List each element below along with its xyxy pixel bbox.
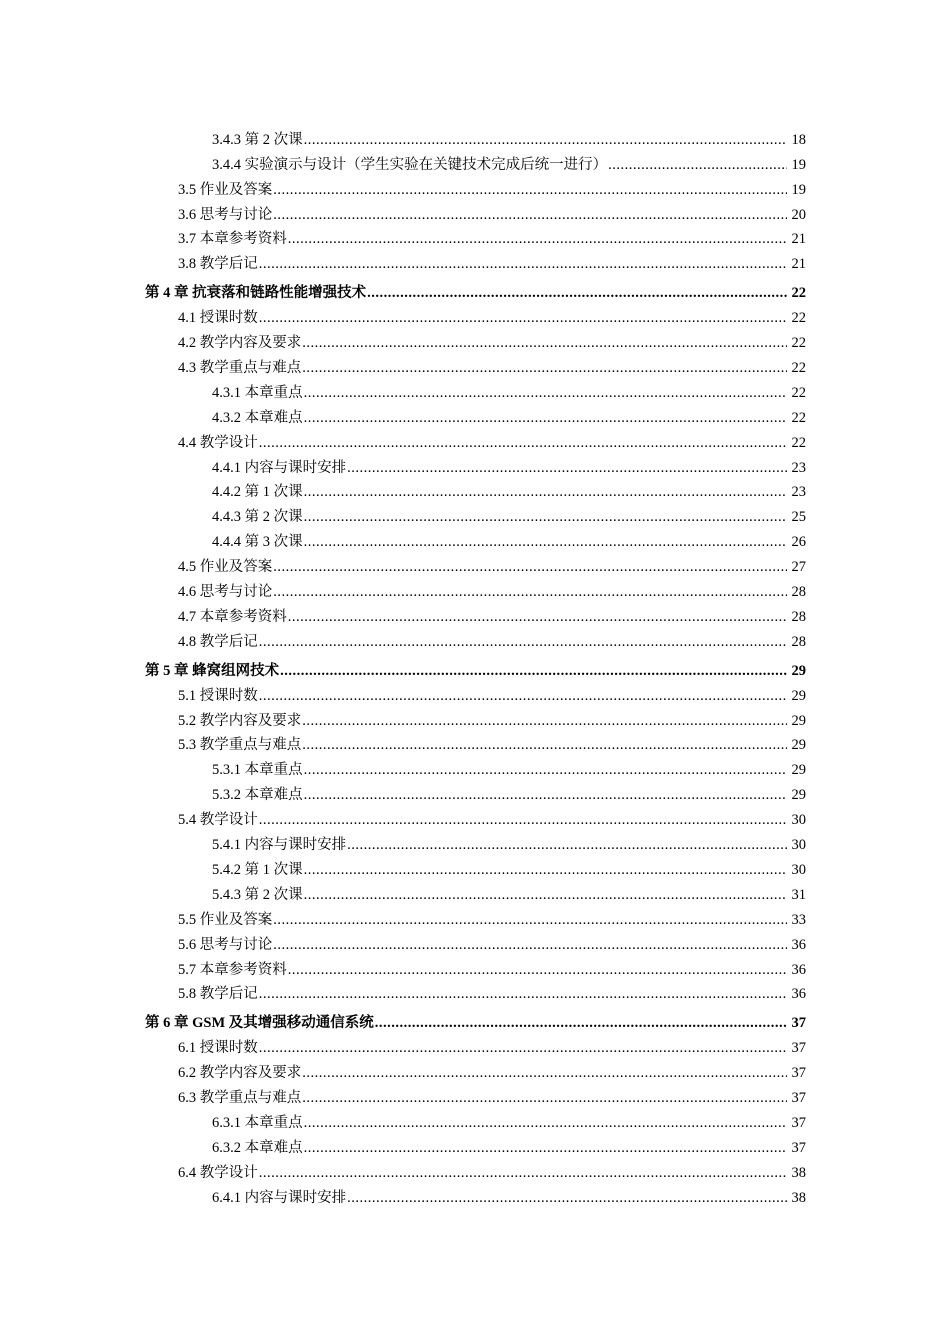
toc-dot-leader [302,712,787,730]
toc-dot-leader [347,459,787,477]
toc-dot-leader [273,911,787,929]
toc-page-number: 20 [791,206,806,223]
toc-entry-label: 3.4.3 第 2 次课 [212,131,303,148]
toc-entry-label: 3.6 思考与讨论 [178,206,273,223]
toc-page-number: 29 [791,687,806,704]
toc-page-number: 29 [791,762,806,779]
toc-dot-leader [259,811,787,829]
toc-page-number: 29 [791,712,806,729]
toc-page-number: 38 [791,1164,806,1181]
toc-page-number: 28 [791,584,806,601]
toc-entry[interactable] [0,879,950,904]
toc-page-number: 30 [791,861,806,878]
toc-entry-label: 6.3.1 本章重点 [212,1114,303,1131]
toc-page-number: 38 [791,1189,806,1206]
toc-entry-label: 5.4 教学设计 [178,812,258,829]
toc-dot-leader [273,583,787,601]
toc-entry-label: 5.3.1 本章重点 [212,762,303,779]
toc-page-number: 30 [791,812,806,829]
toc-entry[interactable] [0,402,950,427]
toc-dot-leader [304,886,787,904]
toc-page-number: 28 [791,633,806,650]
toc-dot-leader [259,687,787,705]
toc-entry[interactable] [0,1157,950,1182]
toc-entry[interactable] [0,904,950,929]
toc-page-number: 36 [791,936,806,953]
toc-dot-leader [375,1014,787,1032]
toc-entry-label: 6.4 教学设计 [178,1164,258,1181]
toc-dot-leader [259,985,787,1003]
toc-entry-label: 6.3.2 本章难点 [212,1139,303,1156]
toc-page-number: 31 [791,886,806,903]
toc-dot-leader [304,1114,787,1132]
toc-page-number: 37 [791,1114,806,1131]
table-of-contents [0,124,950,1207]
toc-entry[interactable] [0,804,950,829]
toc-dot-leader [302,736,787,754]
toc-page-number: 22 [791,335,806,352]
toc-entry[interactable] [0,526,950,551]
toc-entry[interactable] [0,174,950,199]
toc-entry[interactable] [0,754,950,779]
toc-entry[interactable] [0,551,950,576]
toc-dot-leader [304,508,787,526]
toc-entry-label: 3.7 本章参考资料 [178,231,287,248]
toc-page-number: 19 [791,156,806,173]
toc-dot-leader [302,359,787,377]
toc-dot-leader [304,533,787,551]
toc-entry-label: 5.2 教学内容及要求 [178,712,302,729]
toc-dot-leader [259,1164,787,1182]
toc-chapter-entry[interactable] [0,1003,950,1032]
toc-entry[interactable] [0,477,950,502]
toc-page-number: 22 [791,409,806,426]
toc-page-number: 29 [791,662,806,679]
toc-dot-leader [259,633,787,651]
toc-dot-leader [273,181,787,199]
toc-entry[interactable] [0,452,950,477]
toc-entry-label: 3.4.4 实验演示与设计（学生实验在关键技术完成后统一进行） [212,156,608,173]
toc-entry[interactable] [0,377,950,402]
toc-entry-label: 4.4.4 第 3 次课 [212,534,303,551]
toc-dot-leader [273,558,787,576]
toc-page-number: 21 [791,231,806,248]
toc-entry[interactable] [0,124,950,149]
toc-entry-label: 第 6 章 GSM 及其增强移动通信系统 [145,1015,374,1032]
toc-dot-leader [280,662,787,680]
toc-page-number: 25 [791,509,806,526]
toc-dot-leader [304,761,787,779]
toc-entry-label: 5.1 授课时数 [178,687,258,704]
toc-entry-label: 4.2 教学内容及要求 [178,335,302,352]
toc-entry-label: 4.3 教学重点与难点 [178,360,302,377]
toc-page-number: 33 [791,911,806,928]
toc-entry-label: 5.3 教学重点与难点 [178,737,302,754]
toc-entry[interactable] [0,576,950,601]
toc-entry[interactable] [0,705,950,730]
toc-dot-leader [304,131,787,149]
toc-entry[interactable] [0,501,950,526]
toc-dot-leader [273,206,787,224]
toc-entry-label: 5.8 教学后记 [178,986,258,1003]
toc-entry-label: 5.6 思考与讨论 [178,936,273,953]
toc-dot-leader [288,961,787,979]
toc-chapter-entry[interactable] [0,651,950,680]
toc-entry-label: 6.2 教学内容及要求 [178,1065,302,1082]
toc-page-number: 29 [791,787,806,804]
toc-dot-leader [302,1089,787,1107]
toc-page-number: 30 [791,837,806,854]
toc-page-number: 22 [791,384,806,401]
toc-entry-label: 5.4.2 第 1 次课 [212,861,303,878]
toc-dot-leader [288,230,787,248]
toc-dot-leader [259,255,787,273]
toc-entry[interactable] [0,199,950,224]
toc-entry-label: 4.1 授课时数 [178,310,258,327]
toc-entry-label: 4.4.3 第 2 次课 [212,509,303,526]
toc-entry[interactable] [0,1032,950,1057]
toc-dot-leader [304,861,787,879]
toc-page-number: 27 [791,559,806,576]
toc-page-number: 23 [791,484,806,501]
toc-entry[interactable] [0,601,950,626]
toc-entry[interactable] [0,779,950,804]
toc-entry[interactable] [0,149,950,174]
toc-entry[interactable] [0,730,950,755]
toc-entry-label: 4.3.2 本章难点 [212,409,303,426]
toc-entry-label: 4.4 教学设计 [178,434,258,451]
toc-entry[interactable] [0,1057,950,1082]
toc-page-number: 37 [791,1090,806,1107]
toc-page-number: 22 [791,360,806,377]
toc-entry[interactable] [0,1082,950,1107]
toc-dot-leader [288,608,787,626]
toc-entry-label: 4.8 教学后记 [178,633,258,650]
toc-entry-label: 4.4.2 第 1 次课 [212,484,303,501]
toc-dot-leader [304,483,787,501]
toc-entry-label: 5.4.1 内容与课时安排 [212,837,347,854]
toc-page-number: 18 [791,131,806,148]
toc-page-number: 22 [791,285,806,302]
toc-dot-leader [608,156,787,174]
toc-entry-label: 4.7 本章参考资料 [178,608,287,625]
toc-page-number: 37 [791,1139,806,1156]
toc-page-number: 37 [791,1065,806,1082]
toc-entry-label: 3.5 作业及答案 [178,181,273,198]
toc-entry[interactable] [0,427,950,452]
toc-page-number: 36 [791,986,806,1003]
toc-dot-leader [347,836,787,854]
toc-page-number: 37 [791,1015,806,1032]
toc-entry[interactable] [0,1182,950,1207]
toc-page-number: 23 [791,459,806,476]
toc-entry-label: 4.6 思考与讨论 [178,584,273,601]
toc-page-number: 19 [791,181,806,198]
toc-page-number: 37 [791,1040,806,1057]
toc-entry[interactable] [0,1107,950,1132]
toc-page-number: 21 [791,256,806,273]
toc-dot-leader [302,334,787,352]
toc-dot-leader [259,434,787,452]
toc-entry[interactable] [0,352,950,377]
toc-dot-leader [273,936,787,954]
toc-page-number: 29 [791,737,806,754]
toc-dot-leader [304,786,787,804]
toc-entry[interactable] [0,327,950,352]
toc-entry-label: 6.1 授课时数 [178,1040,258,1057]
toc-entry[interactable] [0,626,950,651]
toc-entry-label: 4.4.1 内容与课时安排 [212,459,347,476]
toc-entry[interactable] [0,854,950,879]
toc-entry[interactable] [0,1132,950,1157]
toc-page-number: 22 [791,434,806,451]
toc-entry-label: 5.5 作业及答案 [178,911,273,928]
toc-dot-leader [304,384,787,402]
toc-entry-label: 4.3.1 本章重点 [212,384,303,401]
toc-page-number: 28 [791,608,806,625]
toc-entry[interactable] [0,224,950,249]
toc-entry-label: 4.5 作业及答案 [178,559,273,576]
toc-entry[interactable] [0,248,950,273]
toc-entry-label: 3.8 教学后记 [178,256,258,273]
toc-entry[interactable] [0,979,950,1004]
toc-entry[interactable] [0,680,950,705]
toc-entry[interactable] [0,829,950,854]
toc-entry-label: 6.3 教学重点与难点 [178,1090,302,1107]
toc-page-number: 22 [791,310,806,327]
toc-entry-label: 5.3.2 本章难点 [212,787,303,804]
toc-dot-leader [259,1039,787,1057]
toc-page-number: 36 [791,961,806,978]
toc-entry[interactable] [0,954,950,979]
toc-entry[interactable] [0,929,950,954]
toc-entry-label: 第 4 章 抗衰落和链路性能增强技术 [145,285,367,302]
toc-dot-leader [304,409,787,427]
toc-entry-label: 6.4.1 内容与课时安排 [212,1189,347,1206]
toc-dot-leader [347,1189,787,1207]
toc-entry-label: 5.7 本章参考资料 [178,961,287,978]
toc-dot-leader [367,284,787,302]
toc-entry-label: 5.4.3 第 2 次课 [212,886,303,903]
toc-entry[interactable] [0,302,950,327]
toc-dot-leader [304,1139,787,1157]
toc-page-number: 26 [791,534,806,551]
toc-entry-label: 第 5 章 蜂窝组网技术 [145,662,280,679]
toc-dot-leader [302,1064,787,1082]
toc-chapter-entry[interactable] [0,273,950,302]
toc-dot-leader [259,309,787,327]
